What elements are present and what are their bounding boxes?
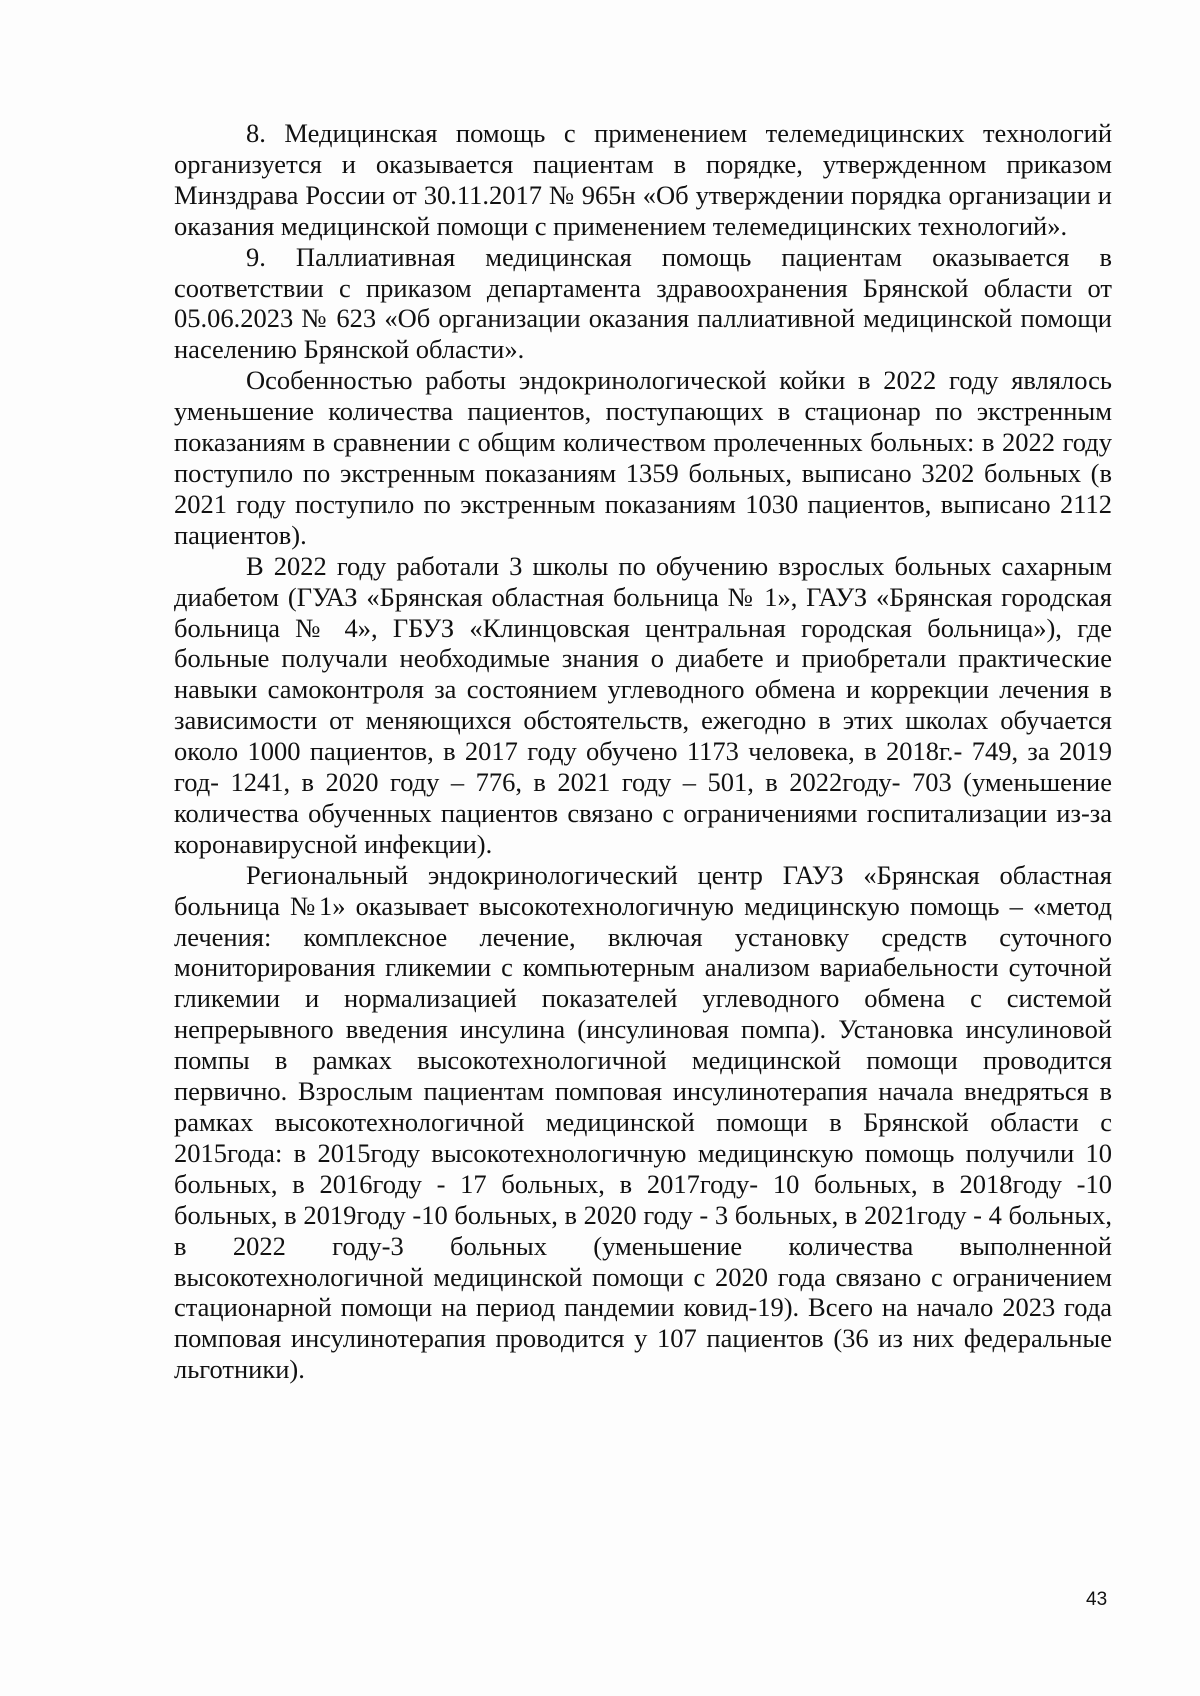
document-body [174, 118, 1112, 1385]
paragraph-regional-center: Региональный эндокринологический центр ГАУЗ «Брянская областная больница №1» оказывает высокотехнологичную медицинскую помощь – «метод лечения: комплексное лечение, включая установку средств суточного мониторирования гликемии с компьютерным анализом вариабельности суточной гликемии и нормализацией показателей углеводного обмена с системой непрерывного введения инсулина (инсулиновая помпа). Установка инсулиновой помпы в рамках высокотехнологичной медицинской помощи проводится первично. Взрослым пациентам помповая инсулинотерапия начала внедряться в рамках высокотехнологичной медицинской помощи в Брянской области с 2015года: в 2015году высокотехнологичную медицинскую помощь получили 10 больных, в 2016году - 17 больных, в 2017году- 10 больных, в 2018году -10 больных, в 2019году -10 больных, в 2020 году - 3 больных, в 2021году - 4 больных, в 2022 году-3 больных (уменьшение количества выполненной высокотехнологичной медицинской помощи с 2020 года связано с ограничением стационарной помощи на период пандемии ковид-19). Всего на начало 2023 года помповая инсулинотерапия проводится у 107 пациентов (36 из них федеральные льготники). [174, 859, 1112, 1385]
paragraph-telemedicine: 8. Медицинская помощь с применением телемедицинских технологий организуется и оказывается пациентам в порядке, утвержденном приказом Минздрава России от 30.11.2017 № 965н «Об утверждении порядка организации и оказания медицинской помощи с применением телемедицинских технологий». [174, 118, 1112, 241]
page-number: 43 [1086, 1589, 1108, 1610]
paragraph-palliative-care: 9. Паллиативная медицинская помощь пациентам оказывается в соответствии с приказом департамента здравоохранения Брянской области от 05.06.2023 № 623 «Об организации оказания паллиативной медицинской помощи населению Брянской области». [174, 241, 1112, 365]
paragraph-endocrinology-bed: Особенностью работы эндокринологической койки в 2022 году являлось уменьшение количества пациентов, поступающих в стационар по экстренным показаниям в сравнении с общим количеством пролеченных больных: в 2022 году поступило по экстренным показаниям 1359 больных, выписано 3202 больных (в 2021 году поступило по экстренным показаниям 1030 пациентов, выписано 2112 пациентов). [174, 365, 1112, 550]
paragraph-diabetes-schools: В 2022 году работали 3 школы по обучению взрослых больных сахарным диабетом (ГУАЗ «Брянская областная больница № 1», ГАУЗ «Брянская городская больница № 4», ГБУЗ «Клинцовская центральная городская больница»), где больные получали необходимые знания о диабете и приобретали практические навыки самоконтроля за состоянием углеводного обмена и коррекции лечения в зависимости от меняющихся обстоятельств, ежегодно в этих школах обучается около 1000 пациентов, в 2017 году обучено 1173 человека, в 2018г.- 749, за 2019 год- 1241, в 2020 году – 776, в 2021 году – 501, в 2022году- 703 (уменьшение количества обученных пациентов связано с ограничениями госпитализации из-за коронавирусной инфекции). [174, 550, 1112, 859]
